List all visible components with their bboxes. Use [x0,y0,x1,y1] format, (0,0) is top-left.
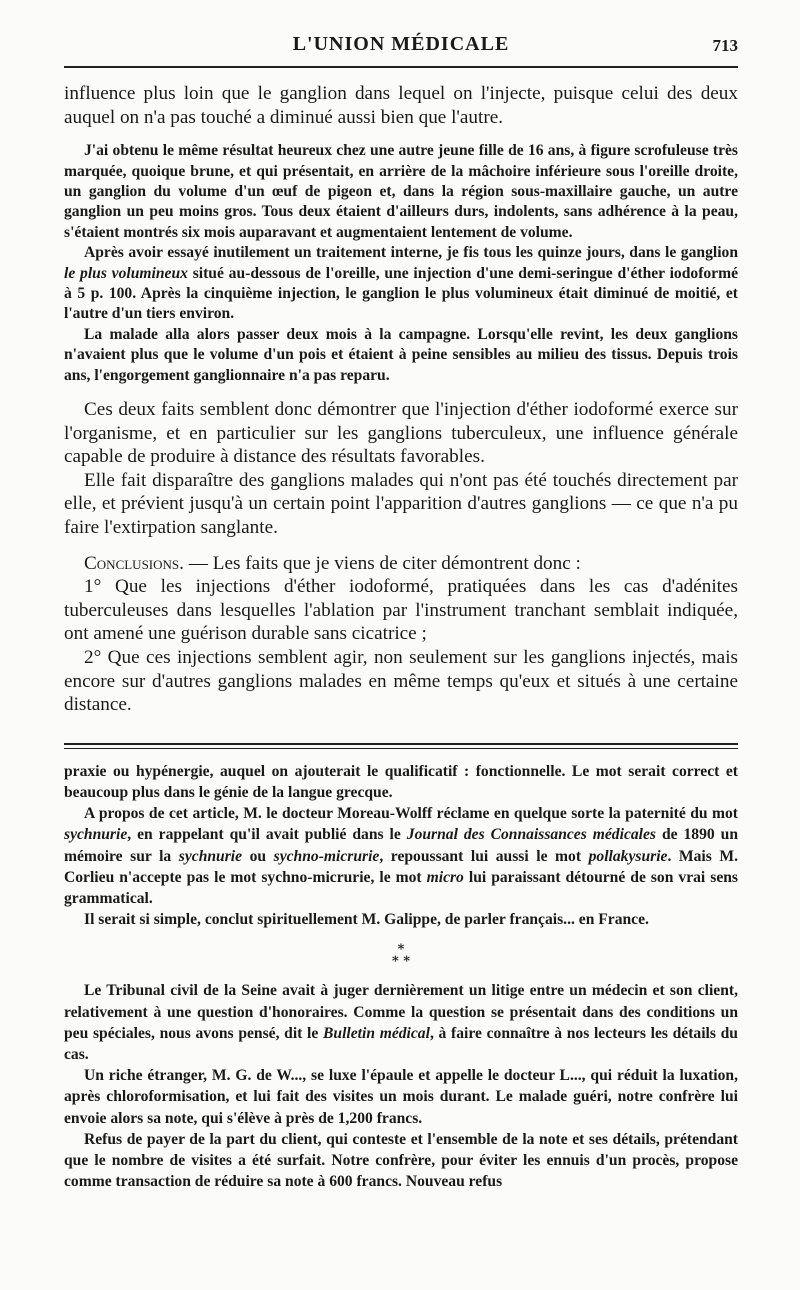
conclusion-item: 1° Que les injections d'éther iodoformé, pratiquées dans les cas d'adénites tuberculeuses dans lesquelles l'ablation par l'instrument tranchant semblait indiquée, ont amené une guérison durable sans cicatrice ; [64,576,738,645]
running-title: L'UNION MÉDICALE [292,33,510,55]
paragraph: Elle fait disparaître des ganglions malades qui n'ont pas été touchés directement par elle, et prévient jusqu'à un certain point l'apparition d'autres ganglions — ce que n'a pu faire l'extirpation sanglante. [64,469,738,539]
paragraph-continuation: influence plus loin que le ganglion dans lequel on l'injecte, puisque celui des deux auquel on n'a pas touché a diminué aussi bien que l'autre. [64,83,738,128]
conclusion-item: 2° Que ces injections semblent agir, non seulement sur les ganglions injectés, mais encore sur d'autres ganglions malades en même temps qu'eux et situés à une certaine distance. [64,647,738,716]
feuilleton-paragraph: Un riche étranger, M. G. de W..., se luxe l'épaule et appelle le docteur L..., qui réduit la luxation, après chloroformisation, et lui fait des visites un mois durant. Le malade guéri, notre confrère lui envoie alors sa note, qui s'élève à près de 1,200 francs. [64,1067,738,1127]
case-paragraph: La malade alla alors passer deux mois à la campagne. Lorsqu'elle revint, les deux ganglions n'avaient plus que le volume d'un pois et étaient à peine sensibles au milieu des tissus. Depuis trois ans, l'engorgement ganglionnaire n'a pas reparu. [64,325,738,384]
feuilleton-rule [64,743,738,749]
case-paragraph: J'ai obtenu le même résultat heureux chez une autre jeune fille de 16 ans, à figure scrofuleuse très marquée, quoique brune, et qui présentait, en arrière de la mâchoire inférieure sous l'oreille droite, un ganglion du volume d'un œuf de pigeon et, dans la région sous-maxillaire gauche, un autre ganglion un peu moins gros. Tous deux étaient d'ailleurs durs, indolents, sans adhérence à la peau, s'étaient montrés six mois auparavant et augmentaient lentement de volume. [64,142,738,241]
feuilleton-paragraph: praxie ou hypénergie, auquel on ajouterait le qualificatif : fonctionnelle. Le mot serait correct et beaucoup plus dans le génie de la langue grecque. [64,762,738,801]
feuilleton-paragraph: Il serait si simple, conclut spirituellement M. Galippe, de parler français... en France. [84,911,649,929]
feuilleton-paragraph: A propos de cet article, M. le docteur Moreau-Wolff réclame en quelque sorte la paternité du mot sychnurie, en rappelant qu'il avait publié dans le Journal des Connaissances médicales de 1890 un mémoire sur la sychnurie ou sychno-micrurie, repoussant lui aussi le mot pollakysurie. Mais M. Corlieu n'accepte pas le mot sychno-micrurie, le mot micro lui paraissant détourné de son vrai sens grammatical. [64,805,738,907]
conclusions-heading: Conclusions. — Les faits que je viens de citer démontrent donc : [84,552,581,574]
asterism: * * * [391,942,411,970]
article-body [64,82,738,1192]
emphasis: le plus volumineux [64,264,188,282]
case-paragraph: Après avoir essayé inutilement un traitement interne, je fis tous les quinze jours, dans le ganglion le plus volumineux situé au-dessous de l'oreille, une injection d'une demi-seringue d'éther iodoformé à 5 p. 100. Après la cinquième injection, le ganglion le plus volumineux était diminué de moitié, et l'autre d'un tiers environ. [64,244,739,323]
paragraph: Ces deux faits semblent donc démontrer que l'injection d'éther iodoformé exerce sur l'organisme, et en particulier sur les ganglions tuberculeux, une influence générale capable de produire à distance des résultats favorables. [64,399,738,468]
feuilleton-paragraph: Le Tribunal civil de la Seine avait à juger dernièrement un litige entre un médecin et son client, relativement à une question d'honoraires. Comme la question se présentait dans des conditions un peu spéciales, nous avons pensé, dit le Bulletin médical, à faire connaître à nos lecteurs les détails du cas. [64,982,738,1064]
feuilleton-paragraph: Refus de payer de la part du client, qui conteste et l'ensemble de la note et ses détails, prétendant que le nombre de visites a été surfait. Notre confrère, pour éviter les ennuis d'un procès, propose comme transaction de réduire sa note à 600 francs. Nouveau refus [64,1130,738,1191]
conclusions-label: Conclusions. [84,552,184,574]
running-header [64,0,738,64]
page-number: 713 [712,36,738,55]
header-rule [64,66,738,68]
